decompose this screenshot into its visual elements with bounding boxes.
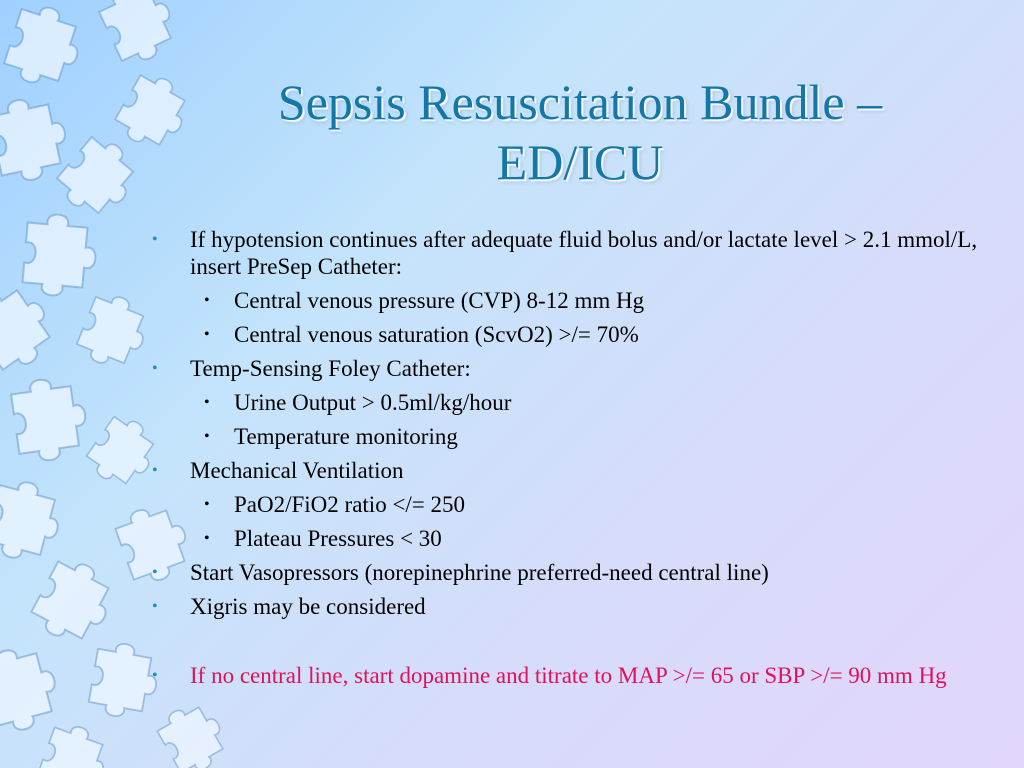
bullet-icon: • (152, 564, 158, 581)
sub-bullet-item (152, 423, 1002, 450)
bullet-text: Plateau Pressures < 30 (234, 526, 442, 551)
bullet-item (152, 226, 1002, 280)
bullet-text: If hypotension continues after adequate fluid bolus and/or lactate level > 2.1 mmol/L, insert PreSep Catheter: (190, 227, 978, 279)
bullet-icon: • (204, 292, 210, 309)
sub-bullet-item (152, 389, 1002, 416)
bullet-item (152, 593, 1002, 620)
bullet-text: Xigris may be considered (190, 594, 426, 619)
bullet-icon: • (152, 598, 158, 615)
bullet-text: PaO2/FiO2 ratio </= 250 (234, 492, 466, 517)
bullet-text: Central venous pressure (CVP) 8-12 mm Hg (234, 288, 645, 313)
sub-bullet-item (152, 491, 1002, 518)
bullet-icon: • (204, 530, 210, 547)
sub-bullet-item (152, 525, 1002, 552)
bullet-icon: • (204, 326, 210, 343)
bullet-icon: • (152, 231, 158, 248)
spacer (152, 627, 1002, 662)
bullet-text: Mechanical Ventilation (190, 458, 404, 483)
bullet-icon: • (152, 360, 158, 377)
bullet-text: Central venous saturation (ScvO2) >/= 70% (234, 322, 639, 347)
slide-title: Sepsis Resuscitation Bundle – ED/ICU (277, 74, 883, 190)
sub-bullet-item (152, 287, 1002, 314)
bullet-text: Start Vasopressors (norepinephrine preferred-need central line) (190, 560, 769, 585)
bullet-icon: • (204, 428, 210, 445)
bullet-text: Temp-Sensing Foley Catheter: (190, 356, 471, 381)
bullet-icon: • (204, 496, 210, 513)
bullet-icon: • (204, 394, 210, 411)
bullet-item (152, 355, 1002, 382)
bullet-item (152, 457, 1002, 484)
bullet-list (152, 226, 1002, 696)
highlight-bullet-text: If no central line, start dopamine and titrate to MAP >/= 65 or SBP >/= 90 mm Hg (190, 663, 947, 688)
bullet-icon: • (152, 462, 158, 479)
bullet-text: Urine Output > 0.5ml/kg/hour (234, 390, 512, 415)
bullet-icon: • (152, 667, 158, 684)
bullet-item (152, 559, 1002, 586)
sub-bullet-item (152, 321, 1002, 348)
highlight-bullet-item (152, 662, 1002, 689)
bullet-text: Temperature monitoring (234, 424, 458, 449)
